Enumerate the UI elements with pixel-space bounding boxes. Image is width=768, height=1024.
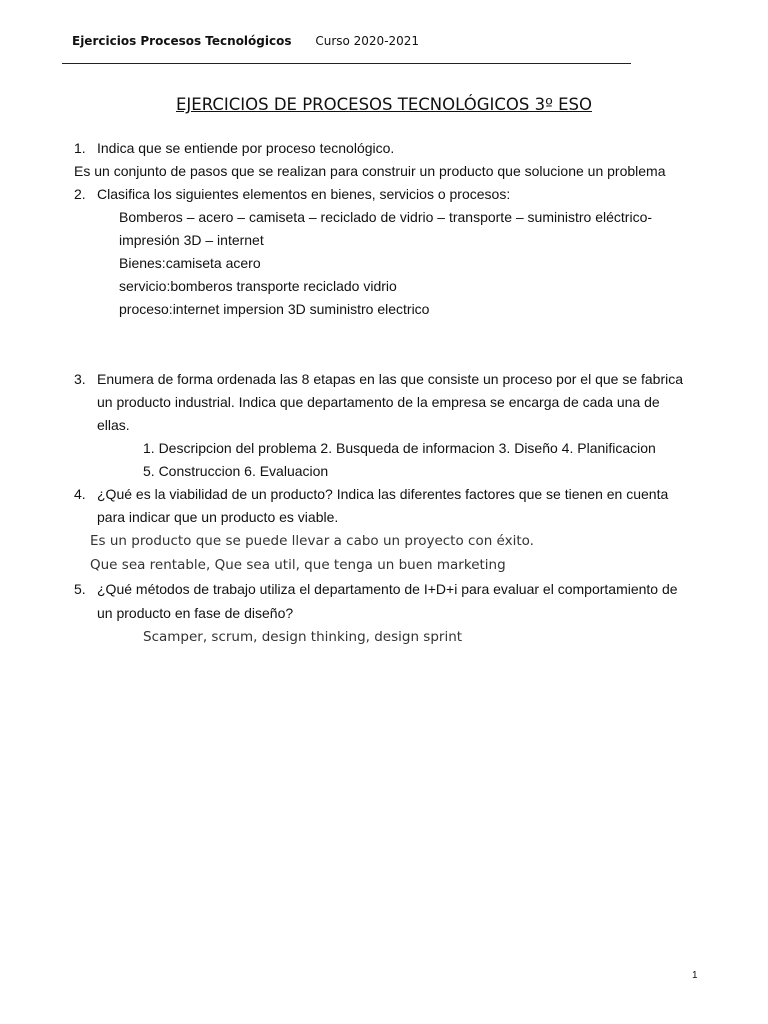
q3-answer-line2: 5. Construccion 6. Evaluacion — [143, 463, 329, 479]
q3-question-line3: ellas. — [97, 417, 130, 433]
q3-number: 3. — [74, 371, 86, 387]
q2-number: 2. — [74, 186, 86, 202]
q5-number: 5. — [74, 581, 86, 597]
q5-question-line1: ¿Qué métodos de trabajo utiliza el departamento de I+D+i para evaluar el comportamiento de — [97, 581, 678, 597]
q2-answer-bienes: Bienes:camiseta acero — [119, 255, 261, 271]
q2-answer-proceso: proceso:internet impersion 3D suministro electrico — [119, 301, 430, 317]
q2-answer-servicio: servicio:bomberos transporte reciclado vidrio — [119, 278, 397, 294]
q3-question-line1: Enumera de forma ordenada las 8 etapas en las que consiste un proceso por el que se fabrica — [97, 371, 684, 387]
header-divider — [62, 63, 631, 64]
q1-number: 1. — [74, 140, 86, 156]
page-number: 1 — [692, 970, 698, 981]
q4-answer-line2: Que sea rentable, Que sea util, que tenga un buen marketing — [90, 557, 506, 573]
q2-question: Clasifica los siguientes elementos en bienes, servicios o procesos: — [97, 186, 511, 202]
q1-question: Indica que se entiende por proceso tecnológico. — [97, 140, 395, 156]
page-header — [72, 34, 419, 48]
header-course: Curso 2020-2021 — [315, 34, 420, 48]
q3-answer-line1: 1. Descripcion del problema 2. Busqueda de informacion 3. Diseño 4. Planificacion — [143, 440, 656, 456]
q5-question-line2: un producto en fase de diseño? — [97, 605, 294, 621]
document-title: EJERCICIOS DE PROCESOS TECNOLÓGICOS 3º ESO — [176, 95, 592, 114]
q1-answer: Es un conjunto de pasos que se realizan para construir un producto que solucione un problema — [74, 163, 666, 179]
q5-answer: Scamper, scrum, design thinking, design sprint — [143, 629, 463, 645]
q3-question-line2: un producto industrial. Indica que departamento de la empresa se encarga de cada una de — [97, 394, 660, 410]
q4-number: 4. — [74, 486, 86, 502]
q2-elements-line1: Bomberos – acero – camiseta – reciclado de vidrio – transporte – suministro eléctrico- — [119, 209, 653, 225]
q4-answer-line1: Es un producto que se puede llevar a cabo un proyecto con éxito. — [90, 533, 534, 549]
q4-question-line1: ¿Qué es la viabilidad de un producto? Indica las diferentes factores que se tienen en cuenta — [97, 486, 669, 502]
header-subject: Ejercicios Procesos Tecnológicos — [72, 34, 292, 48]
q2-elements-line2: impresión 3D – internet — [119, 232, 264, 248]
q4-question-line2: para indicar que un producto es viable. — [97, 509, 339, 525]
